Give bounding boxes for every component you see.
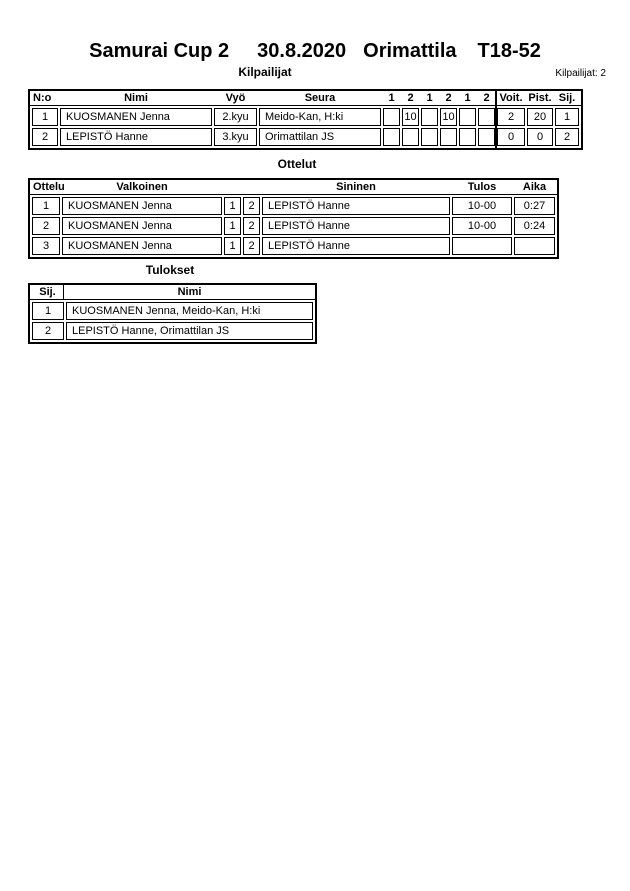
cell-place: 1: [555, 108, 579, 126]
cell-time: 0:27: [514, 197, 555, 215]
table-row: [32, 197, 555, 215]
cell-wins: 0: [497, 128, 525, 146]
cell-score: [478, 128, 495, 146]
cell-score: [459, 128, 476, 146]
matches-table-header: [30, 180, 557, 195]
header-score: 1: [426, 92, 433, 104]
cell-score: 10: [402, 108, 419, 126]
header-name: Nimi: [177, 286, 202, 298]
matches-heading: Ottelut: [277, 157, 317, 171]
cell-name: KUOSMANEN Jenna: [60, 108, 212, 126]
header-club: Seura: [304, 92, 336, 104]
cell-white-name: KUOSMANEN Jenna: [62, 237, 222, 255]
cell-score: [440, 128, 457, 146]
cell-time: [514, 237, 555, 255]
results-heading: Tulokset: [145, 263, 195, 277]
cell-place: 2: [555, 128, 579, 146]
cell-wins: 2: [497, 108, 525, 126]
cell-score: [478, 108, 495, 126]
competitors-heading: Kilpailijat: [238, 65, 292, 79]
results-table: [28, 283, 317, 344]
header-time: Aika: [522, 181, 547, 193]
competitors-table-body: [30, 106, 581, 148]
title-date: 30.8.2020: [257, 40, 347, 62]
header-score: 1: [464, 92, 471, 104]
results-table-body: [30, 300, 315, 342]
cell-white-name: KUOSMANEN Jenna: [62, 197, 222, 215]
cell-name: LEPISTÖ Hanne: [60, 128, 212, 146]
competitors-table-header: [30, 91, 581, 106]
matches-table-body: [30, 195, 557, 257]
cell-result: [452, 237, 512, 255]
cell-score: [459, 108, 476, 126]
cell-white-name: KUOSMANEN Jenna: [62, 217, 222, 235]
cell-blue-name: LEPISTÖ Hanne: [262, 237, 450, 255]
cell-white-no: 1: [224, 237, 241, 255]
group-divider-line: [495, 91, 497, 148]
header-score: 2: [445, 92, 452, 104]
cell-time: 0:24: [514, 217, 555, 235]
cell-result: 10-00: [452, 217, 512, 235]
cell-white-no: 1: [224, 217, 241, 235]
title-category: T18-52: [477, 40, 541, 62]
cell-blue-no: 2: [243, 197, 260, 215]
cell-white-no: 1: [224, 197, 241, 215]
header-place: Sij.: [32, 285, 64, 299]
title-event: Samurai Cup 2: [89, 40, 230, 62]
cell-name: KUOSMANEN Jenna, Meido-Kan, H:ki: [66, 302, 313, 320]
header-points: Pist.: [528, 92, 552, 104]
header-place: Sij.: [558, 92, 576, 104]
cell-belt: 3.kyu: [214, 128, 257, 146]
header-result: Tulos: [467, 181, 497, 193]
header-wins: Voit.: [499, 92, 523, 104]
cell-score: [383, 128, 400, 146]
cell-match-no: 1: [32, 197, 60, 215]
header-score: 1: [388, 92, 395, 104]
cell-place: 2: [32, 322, 64, 340]
header-name: Nimi: [124, 92, 148, 104]
cell-score: [383, 108, 400, 126]
cell-no: 2: [32, 128, 58, 146]
cell-points: 20: [527, 108, 553, 126]
cell-club: Orimattilan JS: [259, 128, 381, 146]
cell-belt: 2.kyu: [214, 108, 257, 126]
cell-score: [421, 128, 438, 146]
title-location: Orimattila: [363, 40, 457, 62]
cell-blue-no: 2: [243, 237, 260, 255]
matches-table: [28, 178, 559, 259]
header-score: 2: [483, 92, 490, 104]
header-blue: Sininen: [336, 181, 376, 193]
cell-score: [402, 128, 419, 146]
table-row: [32, 322, 313, 340]
cell-blue-name: LEPISTÖ Hanne: [262, 197, 450, 215]
cell-score: [421, 108, 438, 126]
competitors-table: [28, 89, 583, 150]
cell-score: 10: [440, 108, 457, 126]
cell-blue-name: LEPISTÖ Hanne: [262, 217, 450, 235]
page-title: [0, 40, 630, 63]
cell-name: LEPISTÖ Hanne, Orimattilan JS: [66, 322, 313, 340]
header-white: Valkoinen: [116, 181, 168, 193]
cell-blue-no: 2: [243, 217, 260, 235]
header-no: N:o: [33, 92, 52, 104]
cell-match-no: 2: [32, 217, 60, 235]
table-row: [32, 217, 555, 235]
header-belt: Vyö: [225, 92, 246, 104]
cell-place: 1: [32, 302, 64, 320]
results-table-header: [30, 285, 315, 300]
header-score: 2: [407, 92, 414, 104]
table-row: [32, 237, 555, 255]
cell-match-no: 3: [32, 237, 60, 255]
cell-club: Meido-Kan, H:ki: [259, 108, 381, 126]
cell-no: 1: [32, 108, 58, 126]
header-match: Ottelu: [33, 181, 65, 193]
table-row: [32, 302, 313, 320]
cell-result: 10-00: [452, 197, 512, 215]
cell-points: 0: [527, 128, 553, 146]
competitors-count: Kilpailijat: 2: [555, 68, 606, 79]
